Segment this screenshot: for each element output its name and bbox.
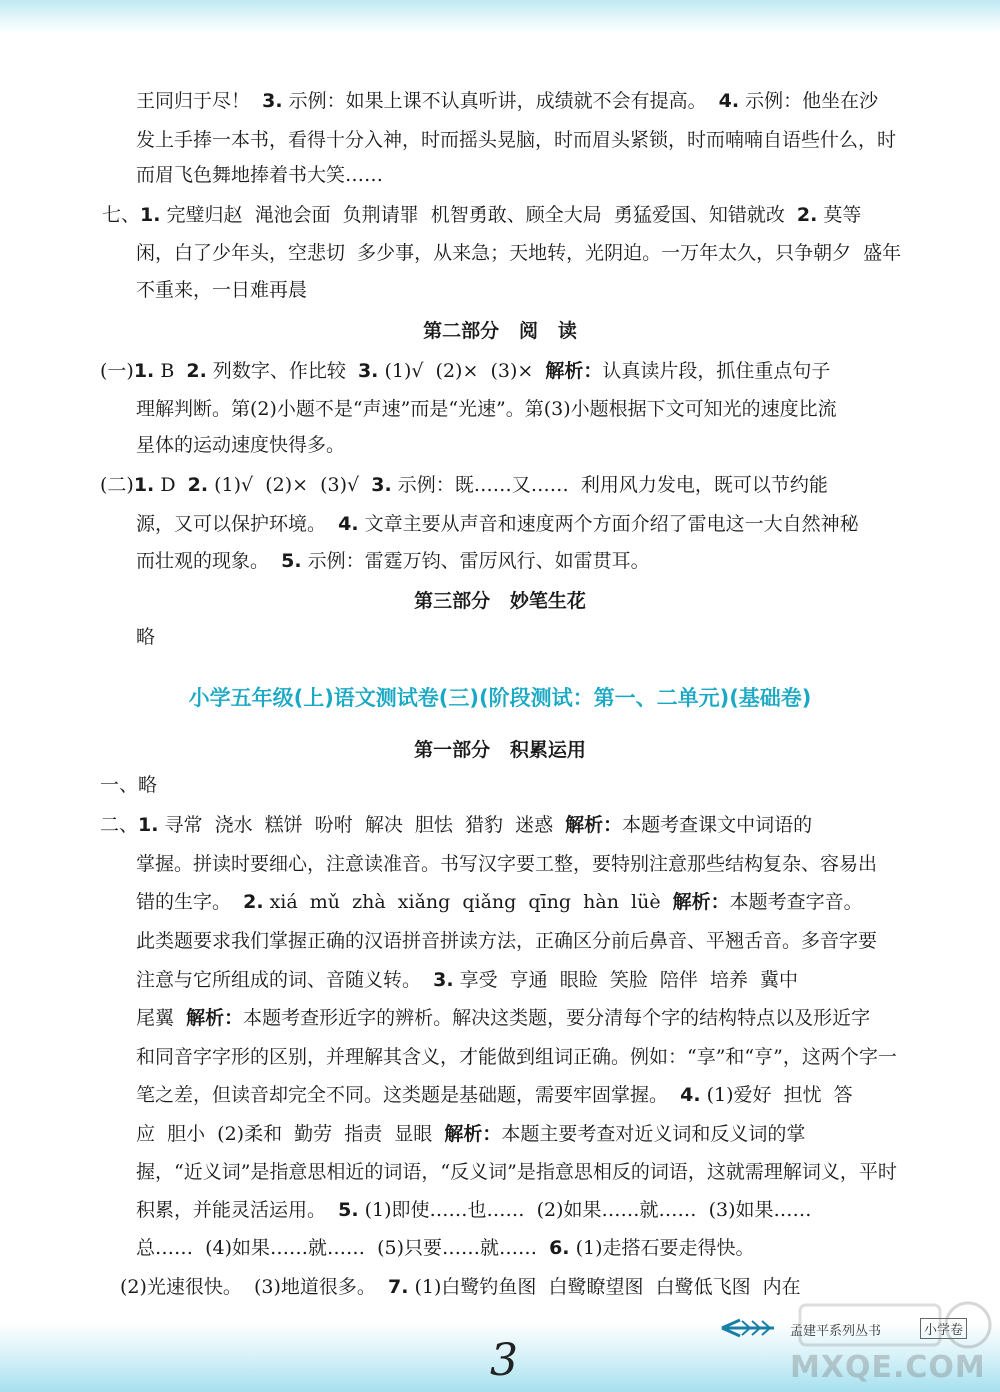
answer-text-line: 握，“近义词”是指意思相近的词语，“反义词”是指意思相反的词语，这就需理解词义，平时 [136, 1161, 897, 1183]
level-badge: 小学卷 [920, 1318, 967, 1339]
answer-text-line: 此类题要求我们掌握正确的汉语拼音拼读方法，正确区分前后鼻音、平翘舌音。多音字要 [136, 930, 878, 952]
answer-text-line: 而壮观的现象。 5. 示例：雷霆万钧、雷厉风行、如雷贯耳。 [136, 550, 650, 572]
page-number: 3 [490, 1335, 518, 1386]
answer-text-line: 尾翼 解析：本题考查形近字的辨析。解决这类题，要分清每个字的结构特点以及形近字 [136, 1007, 871, 1029]
answer-text-line: 二、1. 寻常 浇水 糕饼 吩咐 解决 胆怯 猎豹 迷惑 解析：本题考查课文中词语的 [100, 814, 813, 836]
answer-text-line: 星体的运动速度快得多。 [136, 434, 346, 456]
answer-text-line: 总…… (4)如果……就…… (5)只要……就…… 6. (1)走搭石要走得快。 [136, 1237, 755, 1259]
test-paper-title-banner: 小学五年级(上)语文测试卷(三)(阶段测试：第一、二单元)(基础卷) [188, 686, 812, 710]
answer-text-line: 一、略 [100, 774, 158, 796]
answer-text-line: 不重来，一日难再晨 [136, 279, 308, 301]
answer-text-line: 理解判断。第(2)小题不是“声速”而是“光速”。第(3)小题根据下文可知光的速度比流 [136, 398, 837, 420]
answer-text-line: 闲，白了少年头，空悲切 多少事，从来急；天地转，光阴迫。一万年太久，只争朝夕 盛年 [136, 242, 902, 264]
answer-text-line: 注意与它所组成的词、音随义转。 3. 享受 亨通 眼睑 笑脸 陪伴 培养 冀中 [136, 969, 799, 991]
answer-text-line: 笔之差，但读音却完全不同。这类题是基础题，需要牢固掌握。 4. (1)爱好 担忧 答 [136, 1084, 853, 1106]
section-heading: 第三部分 妙笔生花 [414, 590, 586, 612]
answer-text-line: 掌握。拼读时要细心，注意读准音。书写汉字要工整，要特别注意那些结构复杂、容易出 [136, 853, 878, 875]
answer-text-line: 积累，并能灵活运用。 5. (1)即使……也…… (2)如果……就…… (3)如果…… [136, 1199, 812, 1221]
arrow-decoration-icon [720, 1318, 776, 1338]
section-heading: 第一部分 积累运用 [414, 739, 586, 761]
answer-text-line: 应 胆小 (2)柔和 勤劳 指责 显眼 解析：本题主要考查对近义词和反义词的掌 [136, 1123, 806, 1145]
answer-text-line: (一)1. B 2. 列数字、作比较 3. (1)√ (2)× (3)× 解析：认真读片段，抓住重点句子 [100, 360, 831, 382]
answer-text-line: (二)1. D 2. (1)√ (2)× (3)√ 3. 示例：既……又…… 利用风力发电，既可以节约能 [100, 474, 828, 496]
series-name: 孟建平系列丛书 [790, 1324, 882, 1339]
answer-text-line: 王同归于尽！ 3. 示例：如果上课不认真听讲，成绩就不会有提高。 4. 示例：他坐在沙 [136, 90, 879, 112]
answer-text-line: 而眉飞色舞地捧着书大笑…… [136, 164, 384, 186]
top-decorative-band [0, 0, 1000, 34]
answer-text-line: 略 [136, 626, 156, 648]
section-heading: 第二部分 阅 读 [423, 320, 577, 342]
answer-text-line: 发上手捧一本书，看得十分入神，时而摇头晃脑，时而眉头紧锁，时而喃喃自语些什么，时 [136, 129, 897, 151]
watermark-text: MXQE.COM [790, 1350, 986, 1385]
answer-text-line: 源，又可以保护环境。 4. 文章主要从声音和速度两个方面介绍了雷电这一大自然神秘 [136, 513, 859, 535]
answer-text-line: 和同音字字形的区别，并理解其含义，才能做到组词正确。例如：“享”和“亨”，这两个字一 [136, 1046, 897, 1068]
answer-text-line: 七、1. 完璧归赵 渑池会面 负荆请罪 机智勇敢、顾全大局 勇猛爱国、知错就改 2. 莫等 [102, 204, 862, 226]
answer-text-line: (2)光速很快。 (3)地道很多。 7. (1)白鹭钓鱼图 白鹭瞭望图 白鹭低飞图 内在 [120, 1276, 801, 1298]
answer-text-line: 错的生字。 2. xiá mǔ zhà xiǎng qiǎng qīng hàn lüè 解析：本题考查字音。 [136, 891, 863, 913]
